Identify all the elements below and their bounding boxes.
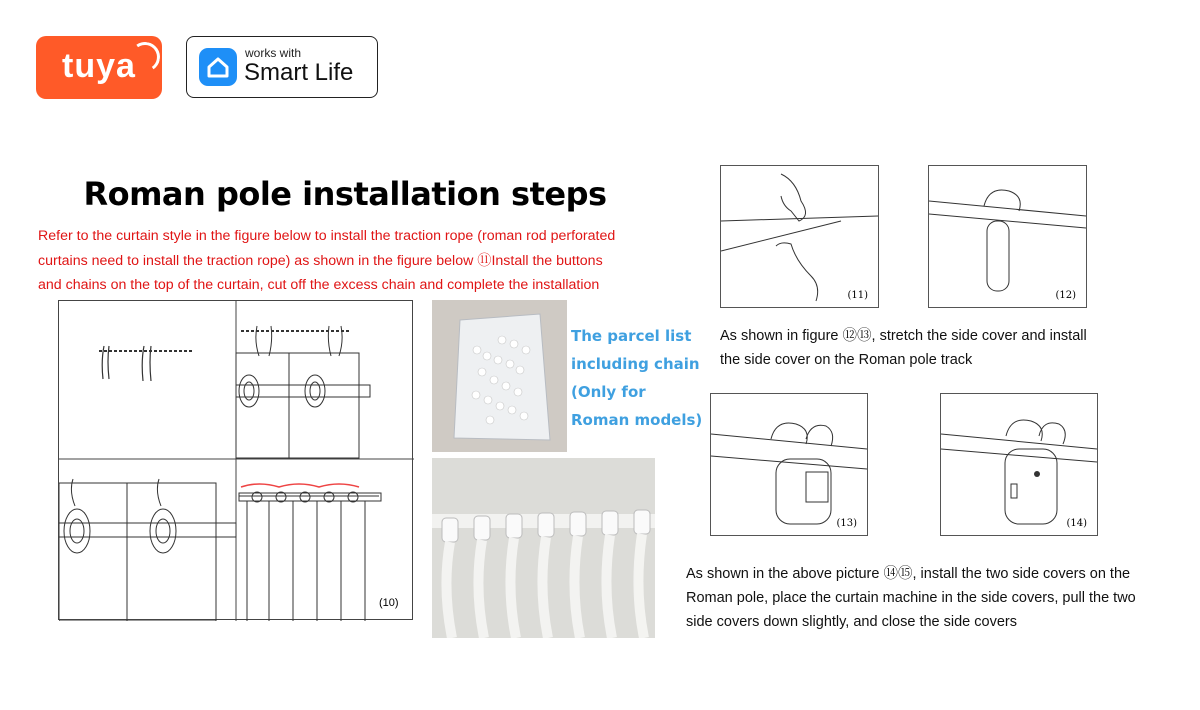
caption-line: As shown in the above picture ⑭⑮, install the two side covers on the — [686, 566, 1131, 582]
smart-life-badge — [186, 36, 378, 98]
figure-12 — [928, 165, 1087, 308]
works-with-label: works with — [245, 46, 302, 60]
caption-line: the side cover on the Roman pole track — [720, 352, 973, 368]
figure-10-grid — [58, 300, 413, 620]
figure-14 — [940, 393, 1098, 536]
figure-11-12-caption — [720, 324, 1087, 372]
parcel-note-line: Roman models) — [571, 411, 703, 429]
figure-11-label: (11) — [847, 290, 868, 301]
parcel-note-line: including chain — [571, 355, 700, 373]
figure-13-label: (13) — [836, 518, 857, 529]
tuya-logo — [36, 36, 162, 99]
tuya-logo-text: tuya — [62, 47, 136, 85]
caption-line: As shown in figure ⑫⑬, stretch the side cover and install — [720, 328, 1087, 344]
figure-12-label: (12) — [1055, 290, 1076, 301]
smart-life-label: Smart Life — [244, 59, 354, 86]
figure-10-label: (10) — [379, 597, 399, 609]
caption-line: Roman pole, place the curtain machine in the side covers, pull the two — [686, 590, 1136, 606]
instructions-text — [38, 224, 668, 298]
figure-11 — [720, 165, 879, 308]
parcel-chain-photo — [432, 300, 567, 452]
caption-line: side covers down slightly, and close the side covers — [686, 614, 1017, 630]
smart-home-icon — [199, 48, 237, 86]
parcel-note-line: The parcel list — [571, 327, 692, 345]
curtain-photo — [432, 458, 655, 638]
parcel-list-note — [571, 322, 702, 434]
page-title: Roman pole installation steps — [83, 175, 607, 213]
figure-13-14-caption — [686, 562, 1136, 634]
figure-14-label: (14) — [1066, 518, 1087, 529]
instruction-line: and chains on the top of the curtain, cut off the excess chain and complete the installation — [38, 277, 600, 293]
figure-13 — [710, 393, 868, 536]
instruction-line: Refer to the curtain style in the figure below to install the traction rope (roman rod perforated — [38, 228, 616, 244]
instruction-line: curtains need to install the traction rope) as shown in the figure below ⑪Install the buttons — [38, 252, 603, 269]
parcel-note-line: (Only for — [571, 383, 646, 401]
